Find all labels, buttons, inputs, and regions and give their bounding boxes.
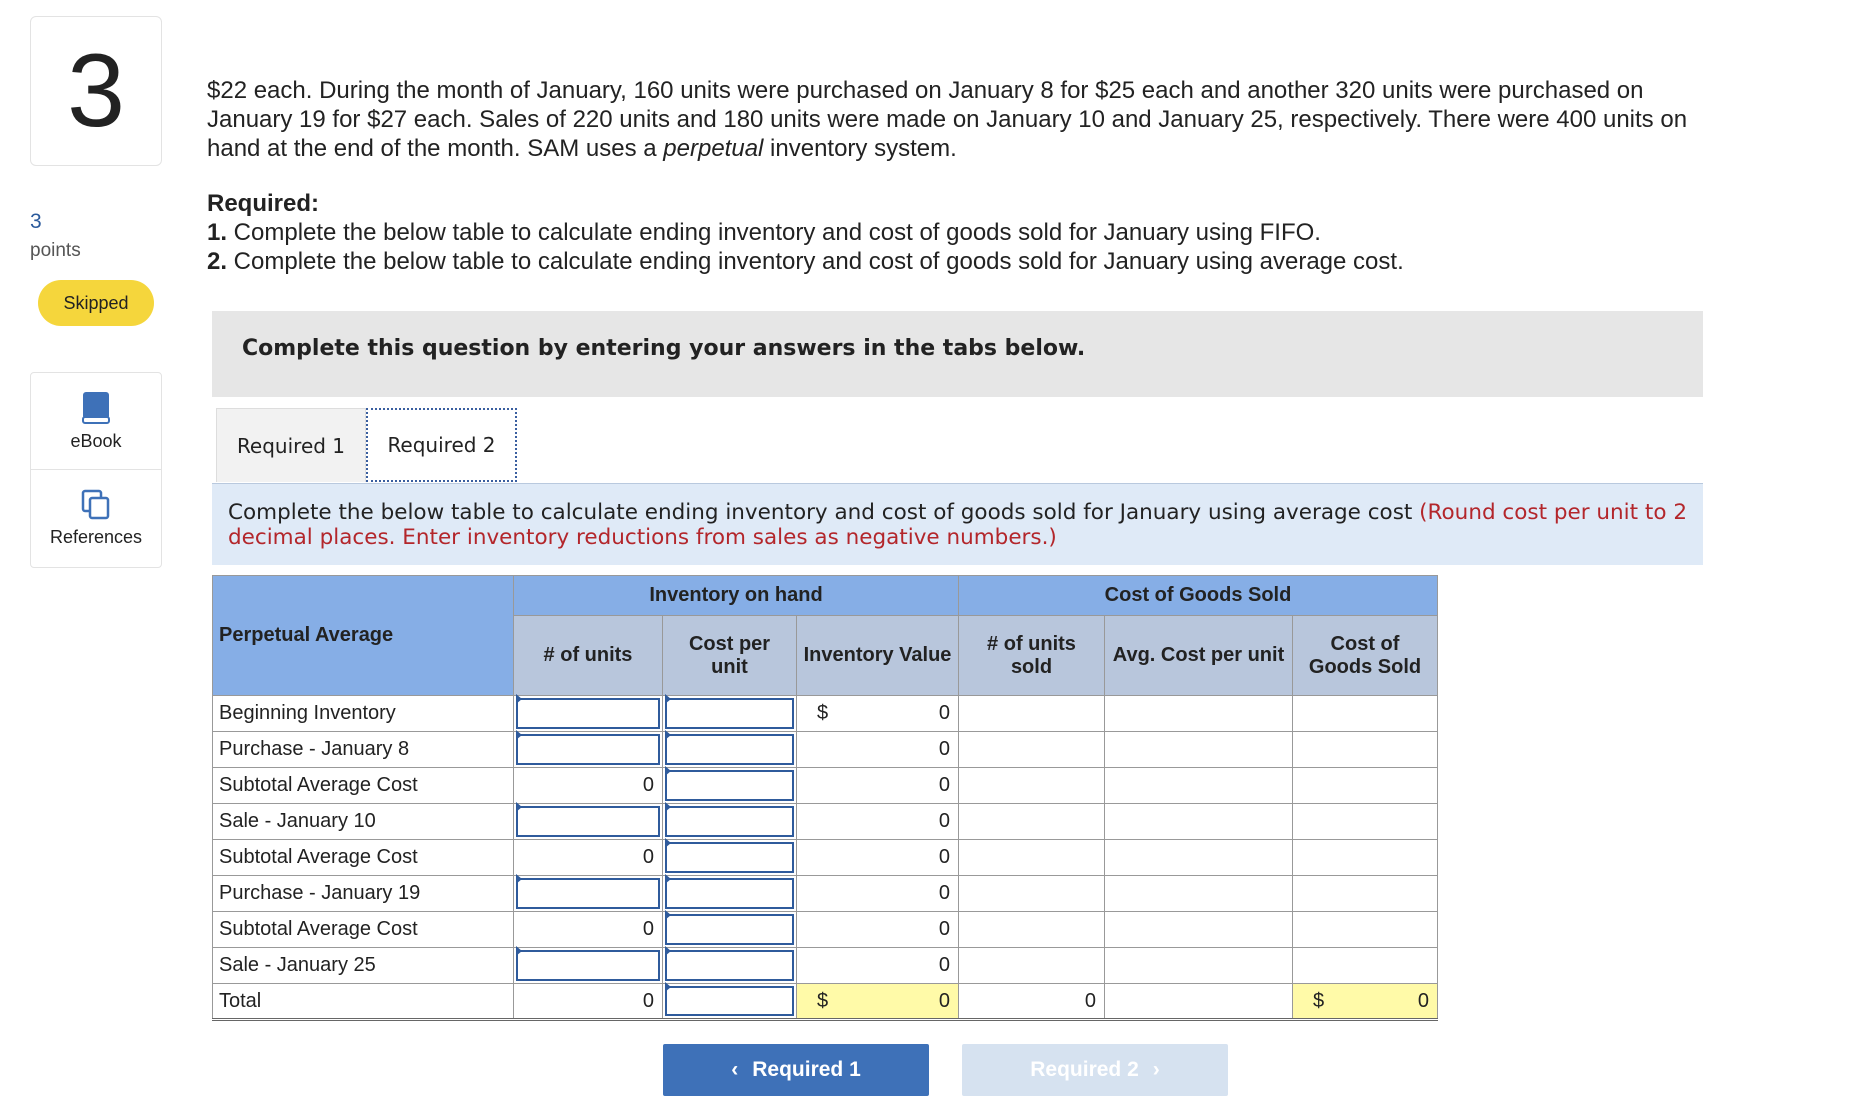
table-instruction: Complete the below table to calculate ending inventory and cost of goods sold for January using average cost (Round cost per unit to 2 decimal places. Enter inventory reductions from sales as negative numbers.): [212, 483, 1703, 565]
units-value: 0: [514, 912, 663, 948]
question-number-box: [30, 16, 162, 166]
inventory-value: 0: [797, 732, 959, 768]
units-sold-cell: [959, 876, 1105, 912]
inventory-value: 0: [797, 804, 959, 840]
required-item-2: 2. Complete the below table to calculate ending inventory and cost of goods sold for January using average cost.: [207, 248, 1404, 275]
required-item-1: 1. Complete the below table to calculate ending inventory and cost of goods sold for January using FIFO.: [207, 219, 1321, 246]
book-icon: [81, 391, 111, 425]
question-number: 3: [67, 33, 125, 149]
table-row: [213, 840, 1438, 876]
tab-required-1[interactable]: Required 1: [216, 408, 366, 482]
prev-required-button[interactable]: [663, 1044, 929, 1096]
total-units: 0: [514, 984, 663, 1020]
col-units: # of units: [514, 616, 663, 696]
total-inventory-value: $ 0: [797, 984, 959, 1020]
row-label: Subtotal Average Cost: [213, 840, 514, 876]
cost-per-unit-input[interactable]: [663, 804, 797, 840]
ebook-label: eBook: [70, 430, 122, 451]
table-row: [213, 912, 1438, 948]
cogs-cell: [1293, 912, 1438, 948]
row-label: Subtotal Average Cost: [213, 768, 514, 804]
units-sold-cell: [959, 696, 1105, 732]
inventory-value: 0: [797, 912, 959, 948]
total-units-sold: 0: [959, 984, 1105, 1020]
units-input[interactable]: [514, 696, 663, 732]
instruction-panel: [212, 311, 1703, 397]
table-row: [213, 948, 1438, 984]
required-heading: Required:: [207, 190, 320, 217]
problem-text: $22 each. During the month of January, 160 units were purchased on January 8 for $25 each and another 320 units were purchased on January 19 for $27 each. Sales of 220 units and 180 units were made on January 10 and January 25, respectively. There were 400 units on hand at the end of the month. SAM uses a perpetual inventory system.: [207, 77, 1688, 162]
table-row: [213, 732, 1438, 768]
units-input[interactable]: [514, 804, 663, 840]
row-label: Sale - January 25: [213, 948, 514, 984]
tools-panel: [30, 372, 162, 568]
cost-per-unit-input[interactable]: [663, 732, 797, 768]
cogs-group-header: Cost of Goods Sold: [959, 576, 1438, 616]
status-badge: Skipped: [38, 280, 154, 326]
avg-cost-cell: [1105, 840, 1293, 876]
references-button[interactable]: [31, 469, 161, 566]
cogs-cell: [1293, 696, 1438, 732]
avg-cost-cell: [1105, 804, 1293, 840]
col-cost-per-unit: Cost per unit: [663, 616, 797, 696]
table-row: [213, 804, 1438, 840]
table-title: Perpetual Average: [213, 576, 514, 696]
prev-button-label: Required 1: [752, 1058, 861, 1081]
avg-cost-cell: [1105, 948, 1293, 984]
units-sold-cell: [959, 840, 1105, 876]
rounding-note: (Round cost per unit to 2 decimal places. Enter inventory reductions from sales as negative numbers.): [228, 500, 1687, 550]
units-value: 0: [514, 840, 663, 876]
row-label: Beginning Inventory: [213, 696, 514, 732]
ebook-button[interactable]: [31, 373, 161, 469]
units-input[interactable]: [514, 948, 663, 984]
avg-cost-cell: [1105, 768, 1293, 804]
next-required-button[interactable]: [962, 1044, 1228, 1096]
total-row: [213, 984, 1438, 1020]
points-value: 3: [30, 210, 42, 233]
cogs-cell: [1293, 840, 1438, 876]
cost-per-unit-input[interactable]: [663, 768, 797, 804]
col-cogs: Cost of Goods Sold: [1293, 616, 1438, 696]
avg-cost-cell: [1105, 876, 1293, 912]
avg-cost-cell: [1105, 732, 1293, 768]
cogs-cell: [1293, 732, 1438, 768]
cogs-cell: [1293, 804, 1438, 840]
points-label: points: [30, 240, 81, 261]
panel-instruction: Complete this question by entering your answers in the tabs below.: [242, 336, 1086, 361]
total-cogs: $ 0: [1293, 984, 1438, 1020]
row-label: Sale - January 10: [213, 804, 514, 840]
total-label: Total: [213, 984, 514, 1020]
row-label: Purchase - January 19: [213, 876, 514, 912]
perpetual-average-table: [212, 575, 1438, 1021]
inventory-value: 0: [797, 840, 959, 876]
cogs-cell: [1293, 876, 1438, 912]
table-row: [213, 696, 1438, 732]
row-label: Subtotal Average Cost: [213, 912, 514, 948]
references-label: References: [49, 526, 143, 547]
cost-per-unit-input[interactable]: [663, 696, 797, 732]
total-avg-cost: [1105, 984, 1293, 1020]
tab-required-2[interactable]: Required 2: [366, 408, 517, 482]
units-sold-cell: [959, 912, 1105, 948]
table-row: [213, 876, 1438, 912]
units-sold-cell: [959, 804, 1105, 840]
col-avg-cost: Avg. Cost per unit: [1105, 616, 1293, 696]
units-sold-cell: [959, 768, 1105, 804]
cost-per-unit-input[interactable]: [663, 840, 797, 876]
inventory-group-header: Inventory on hand: [514, 576, 959, 616]
next-button-label: Required 2: [1030, 1058, 1139, 1081]
inventory-value: 0: [797, 948, 959, 984]
avg-cost-cell: [1105, 912, 1293, 948]
chevron-right-icon: ›: [1152, 1058, 1160, 1081]
units-input[interactable]: [514, 876, 663, 912]
cogs-cell: [1293, 768, 1438, 804]
cost-per-unit-input[interactable]: [663, 912, 797, 948]
row-label: Purchase - January 8: [213, 732, 514, 768]
units-sold-cell: [959, 948, 1105, 984]
inventory-value: $ 0: [797, 696, 959, 732]
copy-icon: [81, 489, 111, 521]
cost-per-unit-input[interactable]: [663, 876, 797, 912]
col-units-sold: # of units sold: [959, 616, 1105, 696]
avg-cost-cell: [1105, 696, 1293, 732]
inventory-value: 0: [797, 876, 959, 912]
chevron-left-icon: ‹: [731, 1058, 739, 1081]
col-inventory-value: Inventory Value: [797, 616, 959, 696]
cogs-cell: [1293, 948, 1438, 984]
cost-per-unit-input[interactable]: [663, 948, 797, 984]
units-input[interactable]: [514, 732, 663, 768]
units-value: 0: [514, 768, 663, 804]
units-sold-cell: [959, 732, 1105, 768]
inventory-value: 0: [797, 768, 959, 804]
table-row: [213, 768, 1438, 804]
total-cost-per-unit-input[interactable]: [663, 984, 797, 1020]
